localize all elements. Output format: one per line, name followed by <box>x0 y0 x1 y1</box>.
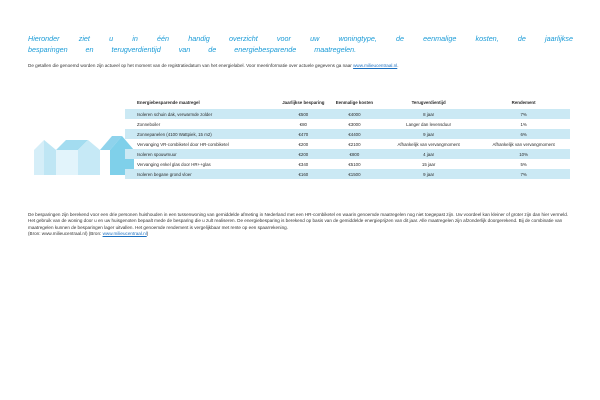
cell-measure: Isoleren begane grond vloer <box>125 169 278 179</box>
cell-saving: €160 <box>278 169 329 179</box>
measures-table <box>125 95 570 179</box>
table-row <box>125 169 570 179</box>
source-suffix: ) <box>146 231 149 237</box>
cell-cost: €2100 <box>348 141 361 147</box>
source-prefix: (Bron: www.milieucentraal.nl) (Bron: <box>28 231 102 237</box>
header-return: Rendement <box>511 99 536 105</box>
cell-saving: €340 <box>298 161 309 167</box>
cell-saving: €200 <box>298 141 309 147</box>
cell-measure: Zonneboiler <box>137 121 161 127</box>
header-cost: Eenmalige kosten <box>335 99 374 105</box>
cell-measure: Isoleren schuin dak, verwarmde zolder <box>125 109 278 119</box>
cell-return: 1% <box>520 121 527 127</box>
header-measure: Energiebesparende maatregel <box>137 99 200 105</box>
cell-cost: €5100 <box>348 161 361 167</box>
table-row <box>125 149 570 159</box>
cell-measure: Vervanging enkel glas door HR++glas <box>137 161 211 167</box>
cell-payback: 9 jaar <box>380 169 477 179</box>
table-row <box>125 139 570 149</box>
intro-line-1: Hieronder ziet u in één handig overzicht voor uw woningtype, de eenmalige kosten, de jaarlijkse <box>28 34 573 43</box>
cell-cost: €800 <box>329 149 380 159</box>
table-header-row <box>125 95 570 109</box>
cell-return: 5% <box>520 161 527 167</box>
cell-payback: Langer dan levensduur <box>406 121 452 127</box>
cell-payback: 4 jaar <box>380 149 477 159</box>
cell-measure: Isoleren spouwmuur <box>125 149 278 159</box>
cell-return: 10% <box>477 149 570 159</box>
intro-text <box>28 33 573 55</box>
cell-saving: €80 <box>299 121 307 127</box>
cell-saving: €500 <box>278 109 329 119</box>
actuality-note: De getallen die genoemd worden zijn actueel op het moment van de registratiedatum van het energielabel. Voor meerinformatie over actuele gegevens ga naar www.milieucentraal.nl. <box>28 63 399 68</box>
cell-measure: Vervanging VR-combiketel door HR-combiketel <box>137 141 229 147</box>
cell-return: 7% <box>477 109 570 119</box>
explanation-paragraph <box>28 212 573 238</box>
paragraph-text: De besparingen zijn berekend voor een drie personen huishouden in een tussenwoning van gemiddelde afmeting in Nederland met een HR-combiketel en waarin genoemde maatregelen nog niet toegepast zijn. Uw voordeel kan kleiner of groter zijn dan hier vermeld. Het gebruik van de woning door u en uw huisgenoten bepaalt mede de besparing die u zult realiseren. De energiebesparing is berekend op basis van de gemiddelde energieprijzen van dit jaar. Alle maatregelen zijn afzonderlijk doorgerekend. Bij de combinatie van maatregelen kunnen de besparingen lager uitvallen. Het genoemde rendement is vergelijkbaar met rente op een spaarrekening. <box>28 212 569 230</box>
cell-cost: €3000 <box>348 121 361 127</box>
header-payback: Terugverdientijd <box>411 99 446 105</box>
intro-line-2: besparingen en terugverdientijd van de energiebesparende maatregelen. <box>28 45 357 54</box>
source-line <box>28 231 573 237</box>
cell-measure: Zonnepanelen (4100 Wattpiek, 15 m2) <box>125 129 278 139</box>
note-link[interactable]: www.milieucentraal.nl <box>353 63 398 68</box>
house-illustration <box>34 129 134 175</box>
cell-cost: €1500 <box>329 169 380 179</box>
cell-payback: 15 jaar <box>421 161 436 167</box>
cell-cost: €4000 <box>329 109 380 119</box>
table-row <box>125 109 570 119</box>
note-text: De getallen die genoemd worden zijn actueel op het moment van de registratiedatum van het energielabel. Voor meerinformatie over actuele gegevens ga naar <box>28 63 352 68</box>
cell-return: Afhankelijk van vervangmoment <box>492 141 555 147</box>
cell-payback: Afhankelijk van vervangmoment <box>397 141 460 147</box>
cell-saving: €200 <box>278 149 329 159</box>
cell-payback: 8 jaar <box>380 109 477 119</box>
cell-saving: €470 <box>278 129 329 139</box>
cell-payback: 9 jaar <box>380 129 477 139</box>
header-saving: Jaarlijkse besparing <box>282 99 325 105</box>
source-link[interactable]: www.milieucentraal.nl <box>102 231 147 237</box>
cell-return: 7% <box>477 169 570 179</box>
table-row <box>125 129 570 139</box>
table-row <box>125 159 570 169</box>
cell-return: 6% <box>477 129 570 139</box>
cell-cost: €4400 <box>329 129 380 139</box>
table-row <box>125 119 570 129</box>
